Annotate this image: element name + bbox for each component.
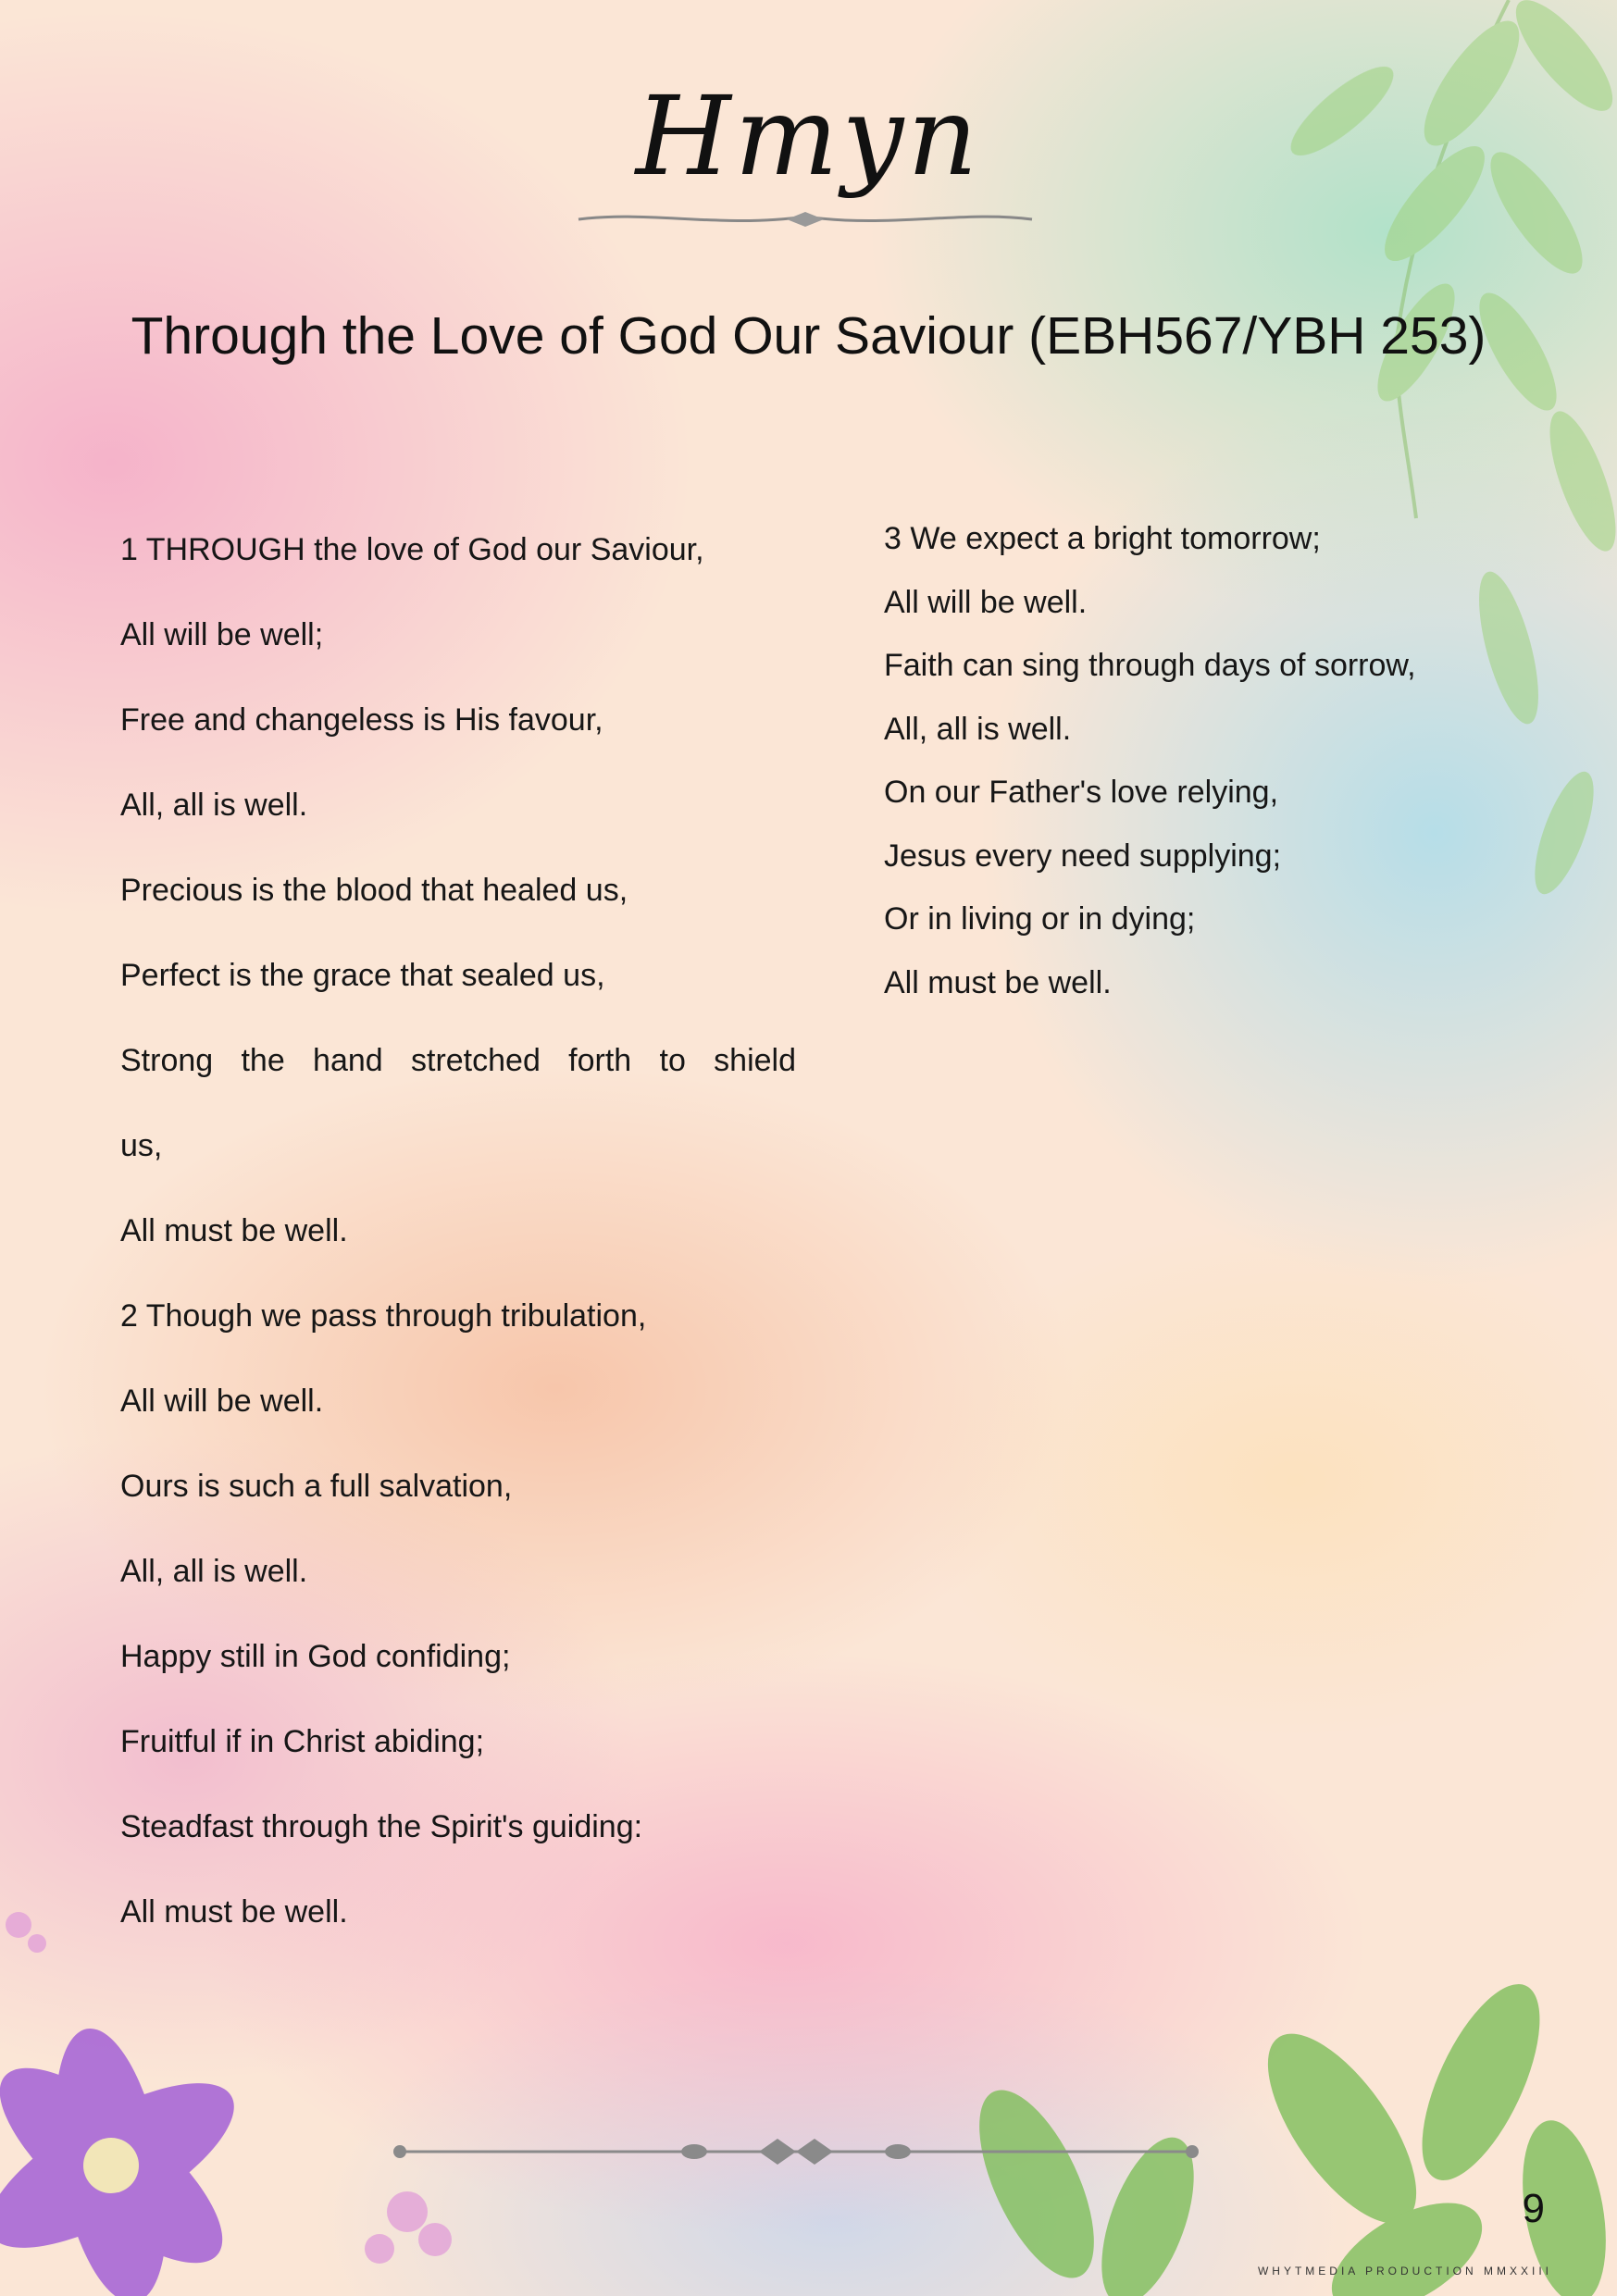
hymn-line: Free and changeless is His favour, <box>120 702 603 738</box>
hymn-line: All, all is well. <box>884 711 1072 747</box>
leaf-branch-icon <box>926 1943 1617 2296</box>
hymn-line: All will be well. <box>884 584 1088 620</box>
hymn-line: Fruitful if in Christ abiding; <box>120 1724 485 1759</box>
hymn-line: All, all is well. <box>120 1554 308 1589</box>
hymn-line: Perfect is the grace that sealed us, <box>120 958 605 993</box>
hymn-line: 1 THROUGH the love of God our Saviour, <box>120 532 704 567</box>
hymn-line: 3 We expect a bright tomorrow; <box>884 521 1321 556</box>
hymn-line: All, all is well. <box>120 788 308 823</box>
script-heading: Hmyn <box>635 72 982 200</box>
hymn-line: Happy still in God confiding; <box>120 1639 511 1674</box>
hymn-line: On our Father's love relying, <box>884 775 1279 810</box>
hymn-line: All must be well. <box>120 1894 348 1930</box>
flourish-divider-icon <box>389 2133 1203 2170</box>
hymn-line: Strong the hand stretched forth to shield <box>120 1043 796 1078</box>
hymn-line: Faith can sing through days of sorrow, <box>884 648 1416 683</box>
footer-credit: WHYTMEDIA PRODUCTION MMXXIII <box>1257 2265 1552 2277</box>
hymn-line: All will be well. <box>120 1384 324 1419</box>
flourish-divider-icon <box>574 205 1037 233</box>
hymn-line: Precious is the blood that healed us, <box>120 873 628 908</box>
hymn-line: All must be well. <box>120 1213 348 1248</box>
hymn-line: Jesus every need supplying; <box>884 838 1282 874</box>
hymn-line: All must be well. <box>884 964 1112 1000</box>
hymn-title: Through the Love of God Our Saviour (EBH567/YBH 253) <box>131 306 1486 366</box>
hymn-line: Ours is such a full salvation, <box>120 1469 513 1504</box>
page-number: 9 <box>1522 2186 1545 2231</box>
hymn-column-right <box>884 507 1532 1014</box>
hymn-line: Or in living or in dying; <box>884 901 1196 937</box>
hymn-line: 2 Though we pass through tribulation, <box>120 1298 647 1334</box>
hymn-column-left <box>120 507 796 1955</box>
hymn-line: us, <box>120 1128 163 1163</box>
hymn-line: All will be well; <box>120 617 324 652</box>
hymn-line: Steadfast through the Spirit's guiding: <box>120 1809 643 1844</box>
